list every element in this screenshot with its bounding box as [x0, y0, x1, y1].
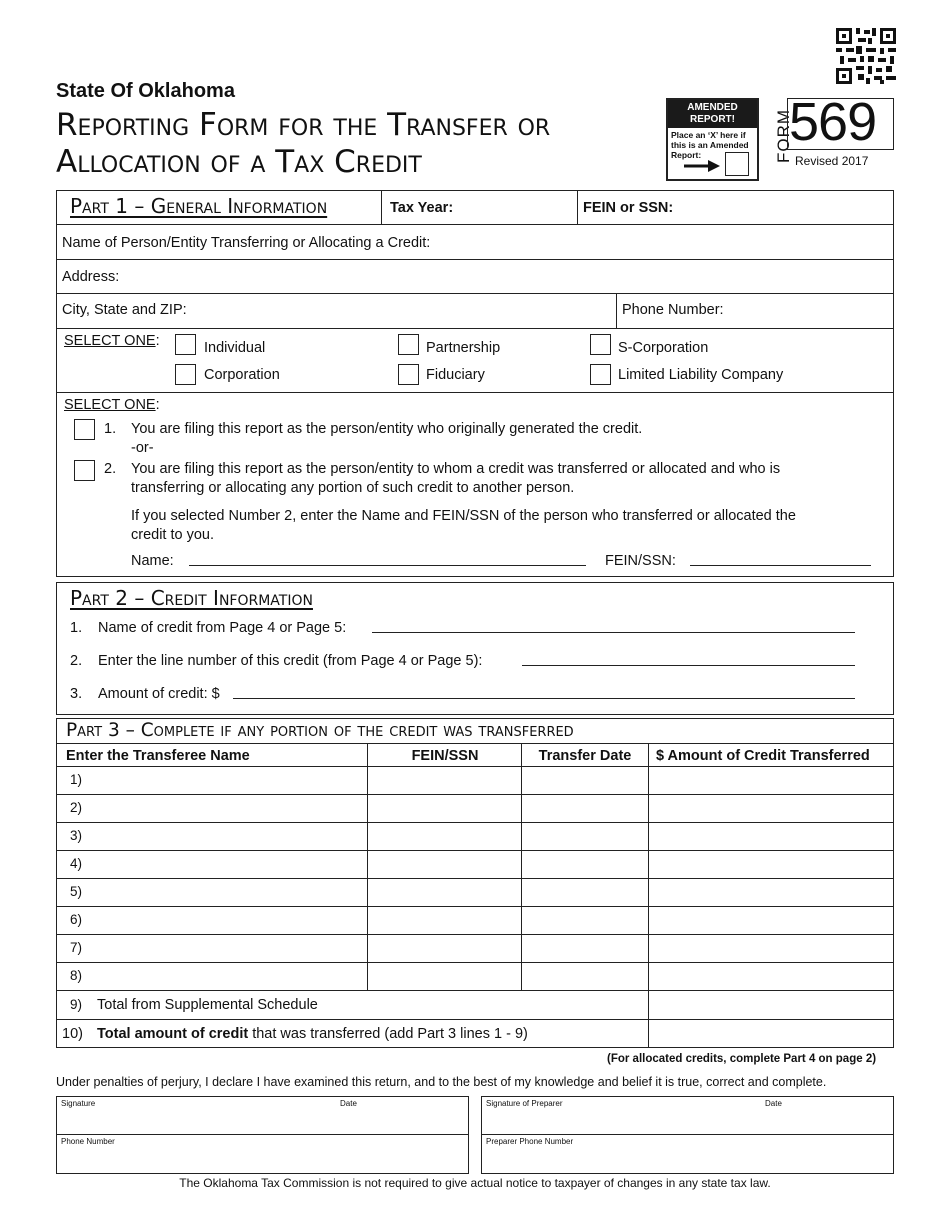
select-one-role-label: SELECT ONE: [64, 397, 160, 413]
amended-header: AMENDED REPORT! [668, 100, 757, 128]
preparer-date-label: Date [765, 1099, 782, 1108]
address-label: Address: [62, 269, 120, 285]
state-name: State Of Oklahoma [56, 80, 235, 102]
credit-name-label: Name of credit from Page 4 or Page 5: [98, 620, 347, 636]
table-row: 3) [70, 828, 83, 843]
option2-number: 2. [104, 461, 117, 477]
fiduciary-checkbox[interactable] [398, 364, 419, 385]
table-row: 6) [70, 912, 83, 927]
part2-line1-number: 1. [70, 620, 83, 636]
fiduciary-label: Fiduciary [426, 367, 485, 383]
amended-report-box [666, 98, 759, 181]
allocated-note: (For allocated credits, complete Part 4 on page 2) [607, 1053, 877, 1065]
transferor-name-field[interactable] [189, 552, 586, 566]
option2-checkbox[interactable] [74, 460, 95, 481]
form-number: 569 [789, 92, 877, 152]
credit-amount-field[interactable] [233, 685, 855, 699]
part1-title: Part 1 – General Information [70, 194, 328, 218]
transferor-fein-field[interactable] [690, 552, 871, 566]
col-amount-transferred: $ Amount of Credit Transferred [656, 748, 870, 764]
table-row: 5) [70, 884, 83, 899]
llc-label: Limited Liability Company [618, 367, 784, 383]
line9-label: Total from Supplemental Schedule [97, 997, 318, 1013]
phone-number-label: Phone Number: [622, 302, 724, 318]
s-corporation-checkbox[interactable] [590, 334, 611, 355]
credit-amount-label: Amount of credit: $ [98, 686, 220, 702]
table-row: 2) [70, 800, 83, 815]
part2-line2-number: 2. [70, 653, 83, 669]
phone-field[interactable] [58, 1146, 467, 1172]
option1-number: 1. [104, 421, 117, 437]
s-corporation-label: S-Corporation [618, 340, 709, 356]
line10-number: 10) [62, 1026, 83, 1042]
phone-label: Phone Number [61, 1137, 115, 1146]
corporation-label: Corporation [204, 367, 280, 383]
instruction-line1: If you selected Number 2, enter the Name and FEIN/SSN of the person who transferred or allocated the [131, 508, 796, 524]
tax-year-label: Tax Year: [390, 200, 454, 216]
arrow-right-icon [684, 160, 720, 172]
part2-title: Part 2 – Credit Information [70, 586, 313, 610]
corporation-checkbox[interactable] [175, 364, 196, 385]
option1-text: You are filing this report as the person/entity who originally generated the credit. [131, 421, 643, 437]
individual-checkbox[interactable] [175, 334, 196, 355]
option1-checkbox[interactable] [74, 419, 95, 440]
preparer-phone-label: Preparer Phone Number [486, 1137, 574, 1146]
fein-ssn-label: FEIN or SSN: [583, 200, 674, 216]
signature-field[interactable] [58, 1108, 467, 1132]
select-one-entity-label: SELECT ONE: [64, 333, 160, 349]
transferor-name-label: Name: [131, 553, 174, 569]
table-row: 7) [70, 940, 83, 955]
part3-title: Part 3 – Complete if any portion of the credit was transferred [66, 720, 574, 741]
city-state-zip-label: City, State and ZIP: [62, 302, 187, 318]
preparer-signature-label: Signature of Preparer [486, 1099, 563, 1108]
instruction-line2: credit to you. [131, 527, 215, 543]
form-title-line1: Reporting Form for the Transfer or [56, 107, 551, 143]
credit-name-field[interactable] [372, 619, 855, 633]
line9-number: 9) [70, 997, 83, 1012]
disclaimer: The Oklahoma Tax Commission is not required to give actual notice to taxpayer of changes in any state tax law. [179, 1176, 771, 1190]
table-row: 4) [70, 856, 83, 871]
option2-line1: You are filing this report as the person/entity to whom a credit was transferred or allocated and who is [131, 461, 781, 477]
or-text: -or- [131, 440, 154, 456]
preparer-phone-field[interactable] [483, 1146, 892, 1172]
revised-date: Revised 2017 [795, 154, 869, 168]
option2-line2: transferring or allocating any portion of such credit to another person. [131, 480, 575, 496]
line10-label: Total amount of credit that was transferred (add Part 3 lines 1 - 9) [97, 1026, 528, 1042]
name-entity-label: Name of Person/Entity Transferring or Allocating a Credit: [62, 235, 431, 251]
col-fein-ssn: FEIN/SSN [411, 748, 479, 764]
credit-line-number-field[interactable] [522, 652, 855, 666]
preparer-signature-field[interactable] [483, 1108, 892, 1132]
form-title-line2: Allocation of a Tax Credit [56, 144, 422, 180]
col-transfer-date: Transfer Date [538, 748, 632, 764]
col-transferee-name: Enter the Transferee Name [66, 748, 250, 764]
credit-line-number-label: Enter the line number of this credit (from Page 4 or Page 5): [98, 653, 483, 669]
amended-instruction: Place an ‘X’ here if this is an Amended Report: [671, 130, 749, 160]
table-row: 8) [70, 968, 83, 983]
partnership-checkbox[interactable] [398, 334, 419, 355]
part2-line3-number: 3. [70, 686, 83, 702]
form-label: FORM [774, 108, 793, 164]
llc-checkbox[interactable] [590, 364, 611, 385]
signature-label: Signature [61, 1099, 96, 1108]
transferor-fein-label: FEIN/SSN: [605, 553, 676, 569]
date-label: Date [340, 1099, 357, 1108]
qr-code-icon [836, 28, 896, 84]
table-row: 1) [70, 772, 83, 787]
partnership-label: Partnership [426, 340, 501, 356]
individual-label: Individual [204, 340, 266, 356]
amended-checkbox[interactable] [725, 152, 749, 176]
perjury-statement: Under penalties of perjury, I declare I have examined this return, and to the best of my knowledge and belief it is true, correct and complete. [56, 1075, 827, 1089]
